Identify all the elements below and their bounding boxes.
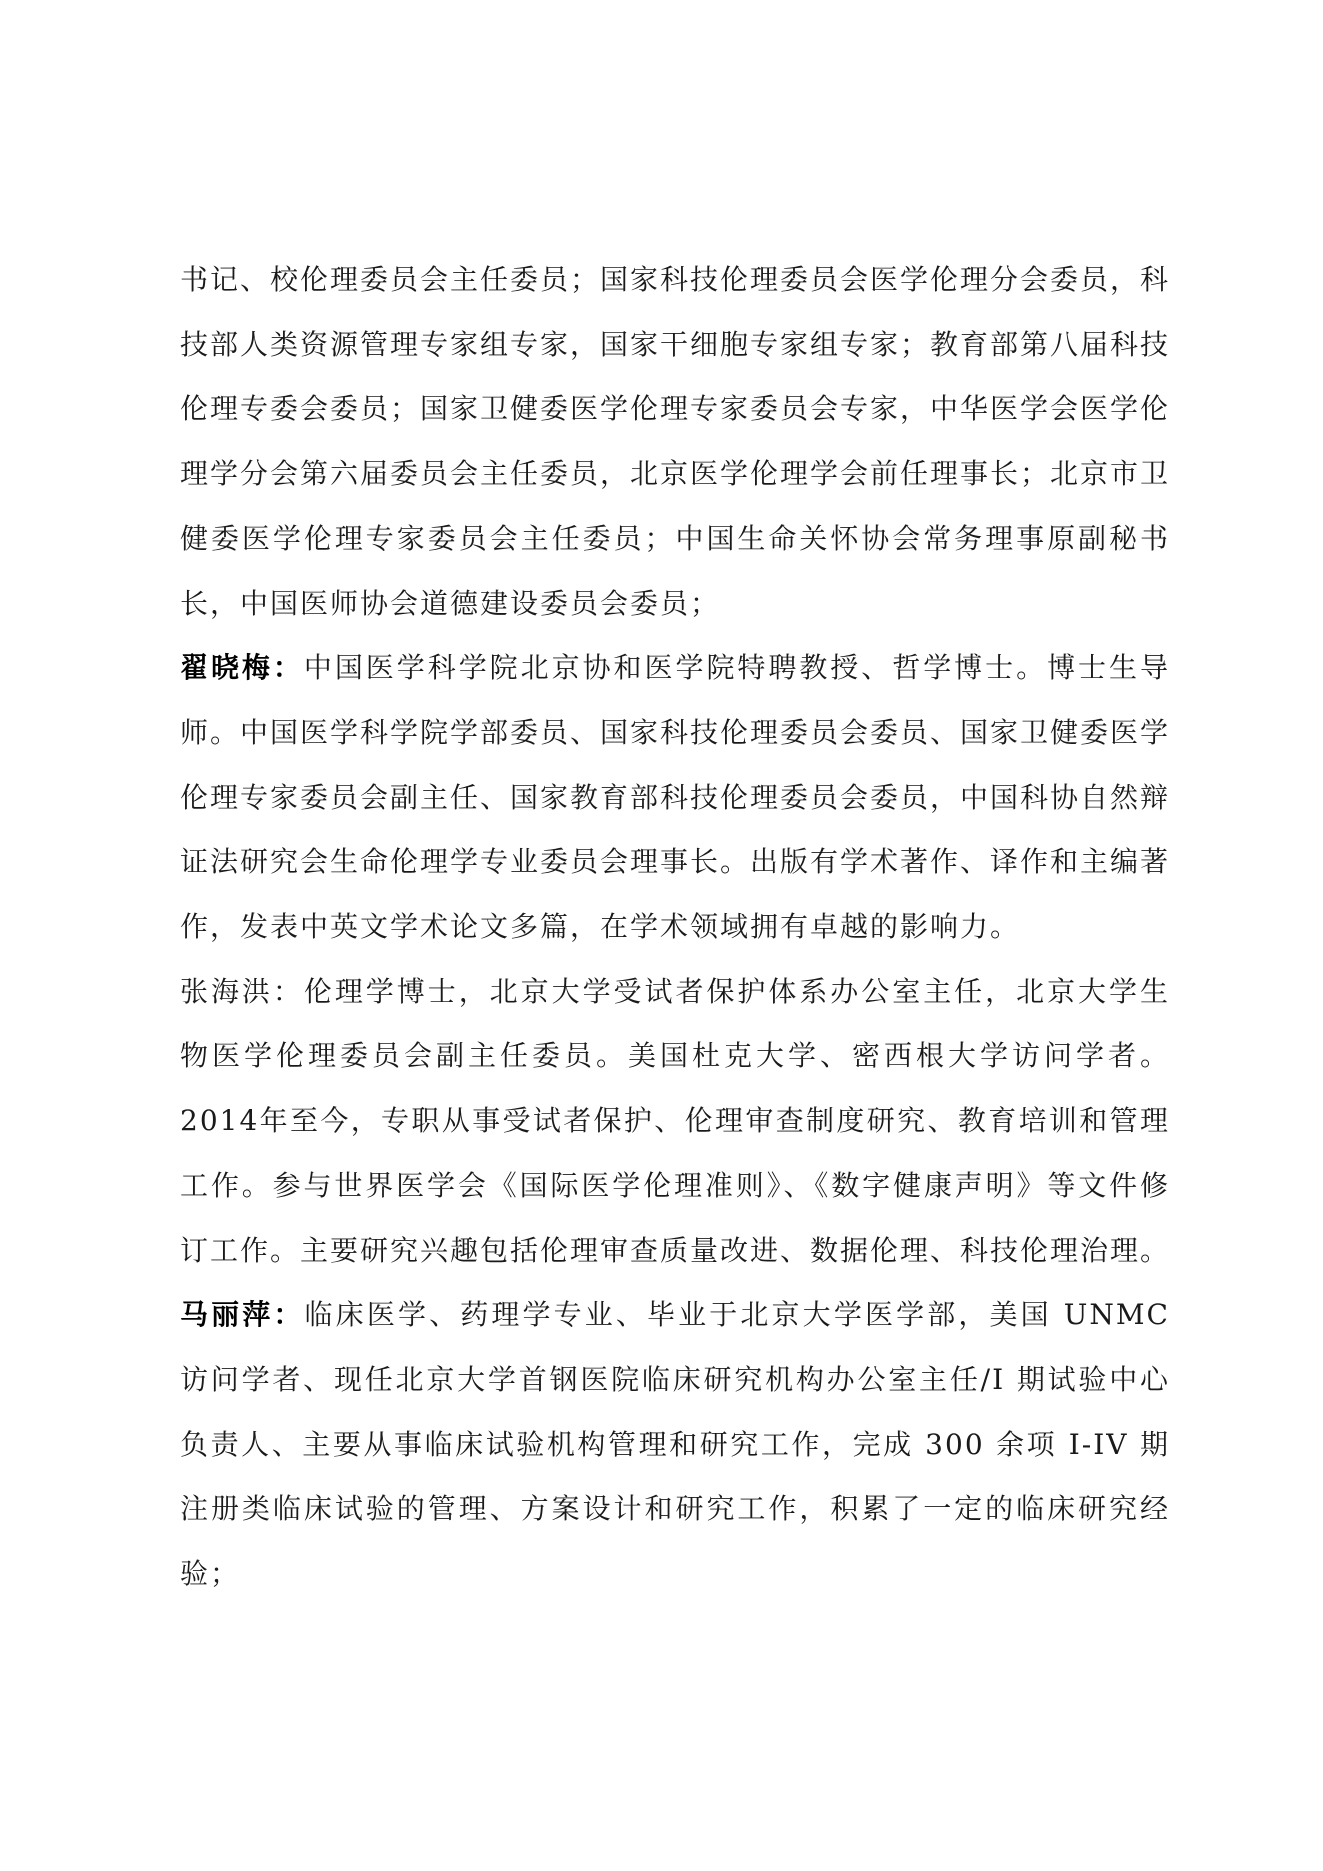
document-page xyxy=(180,248,1170,1607)
bio-text-zhai: 中国医学科学院北京协和医学院特聘教授、哲学博士。博士生导师。中国医学科学院学部委员、国家科技伦理委员会委员、国家卫健委医学伦理专家委员会副主任、国家教育部科技伦理委员会委员，中国科协自然辩证法研究会生命伦理学专业委员会理事长。出版有学术著作、译作和主编著作，发表中英文学术论文多篇，在学术领域拥有卓越的影响力。 xyxy=(180,651,1171,944)
bio-text-zhang: 伦理学博士，北京大学受试者保护体系办公室主任，北京大学生物医学伦理委员会副主任委员。美国杜克大学、密西根大学访问学者。2014年至今，专职从事受试者保护、伦理审查制度研究、教育培训和管理工作。参与世界医学会《国际医学伦理准则》、《数字健康声明》等文件修订工作。主要研究兴趣包括伦理审查质量改进、数据伦理、科技伦理治理。 xyxy=(180,974,1171,1267)
bio-name-ma: 马丽萍： xyxy=(180,1298,305,1332)
continuation-text: 书记、校伦理委员会主任委员；国家科技伦理委员会医学伦理分会委员，科技部人类资源管理专家组专家，国家干细胞专家组专家；教育部第八届科技伦理专委会委员；国家卫健委医学伦理专家委员会专家，中华医学会医学伦理学分会第六届委员会主任委员，北京医学伦理学会前任理事长；北京市卫健委医学伦理专家委员会主任委员；中国生命关怀协会常务理事原副秘书长，中国医师协会道德建设委员会委员； xyxy=(180,263,1171,620)
bio-name-zhang: 张海洪： xyxy=(180,974,304,1008)
bio-paragraph-ma xyxy=(180,1283,1170,1607)
bio-paragraph-zhai xyxy=(180,636,1170,960)
bio-text-ma: 临床医学、药理学专业、毕业于北京大学医学部，美国 UNMC 访问学者、现任北京大学首钢医院临床研究机构办公室主任/I 期试验中心负责人、主要从事临床试验机构管理和研究工作，完成 300 余项 I-IV 期注册类临床试验的管理、方案设计和研究工作，积累了一定的临床研究经验； xyxy=(180,1298,1170,1591)
bio-name-zhai: 翟晓梅： xyxy=(180,651,304,685)
continuation-paragraph xyxy=(180,248,1170,636)
bio-paragraph-zhang xyxy=(180,960,1170,1284)
